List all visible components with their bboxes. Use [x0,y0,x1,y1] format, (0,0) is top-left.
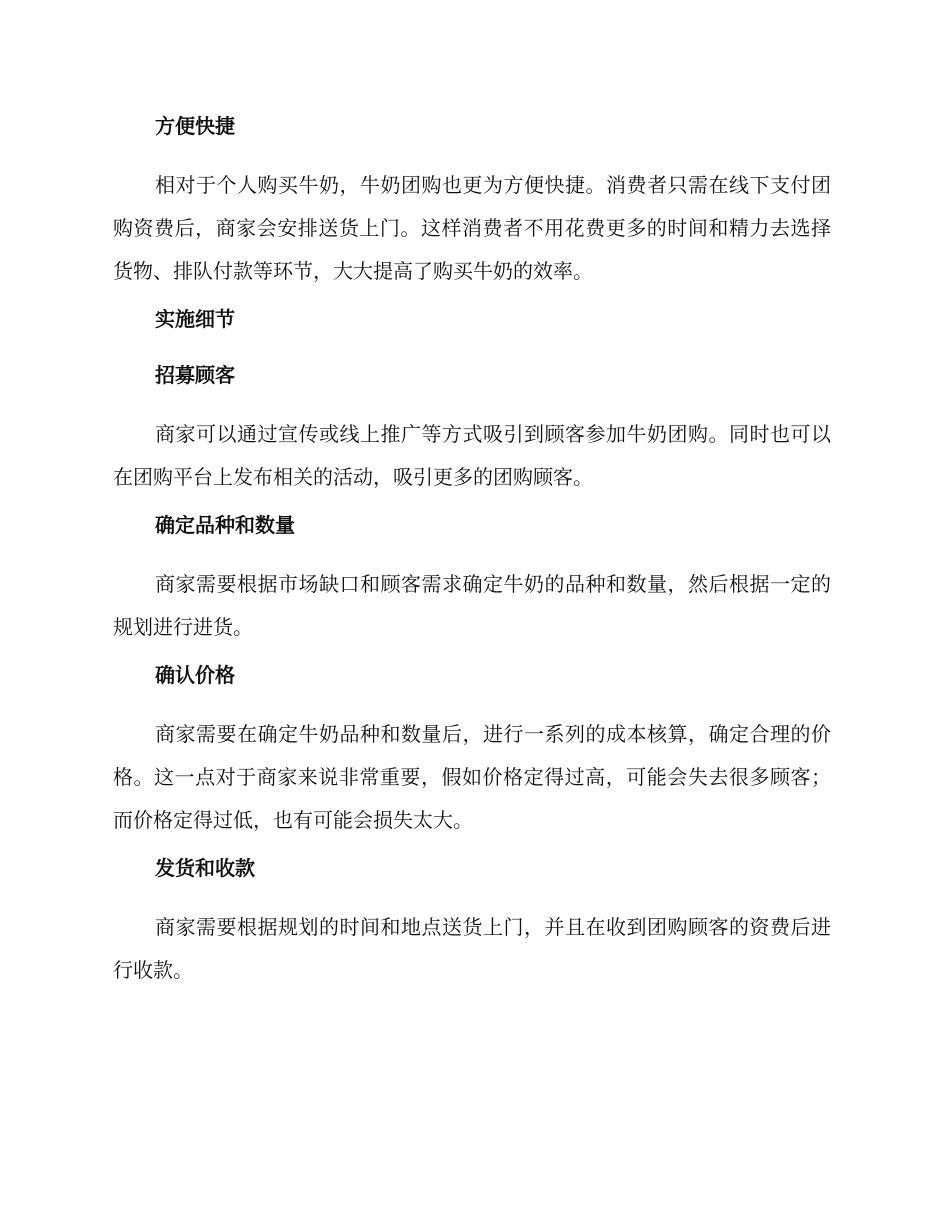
section-heading-convenience: 方便快捷 [155,114,235,138]
section-body-delivery: 商家需要根据规划的时间和地点送货上门，并且在收到团购顾客的资费后进行收款。 [113,915,831,982]
section-heading-price: 确认价格 [155,663,235,687]
section-heading-variety: 确定品种和数量 [155,513,295,537]
section-body-convenience: 相对于个人购买牛奶，牛奶团购也更为方便快捷。消费者只需在线下支付团购资费后，商家会安排送货上门。这样消费者不用花费更多的时间和精力去选择货物、排队付款等环节，大大提高了购买牛奶的效率。 [113,173,831,283]
section-body-recruit: 商家可以通过宣传或线上推广等方式吸引到顾客参加牛奶团购。同时也可以在团购平台上发布相关的活动，吸引更多的团购顾客。 [113,422,831,489]
section-heading-recruit: 招募顾客 [155,363,235,387]
document-content [113,108,831,992]
section-heading-delivery: 发货和收款 [155,856,255,880]
section-body-price: 商家需要在确定牛奶品种和数量后，进行一系列的成本核算，确定合理的价格。这一点对于商家来说非常重要，假如价格定得过高，可能会失去很多顾客；而价格定得过低，也有可能会损失太大。 [113,722,831,832]
section-heading-implementation: 实施细节 [155,307,235,331]
section-body-variety: 商家需要根据市场缺口和顾客需求确定牛奶的品种和数量，然后根据一定的规划进行进货。 [113,572,831,639]
